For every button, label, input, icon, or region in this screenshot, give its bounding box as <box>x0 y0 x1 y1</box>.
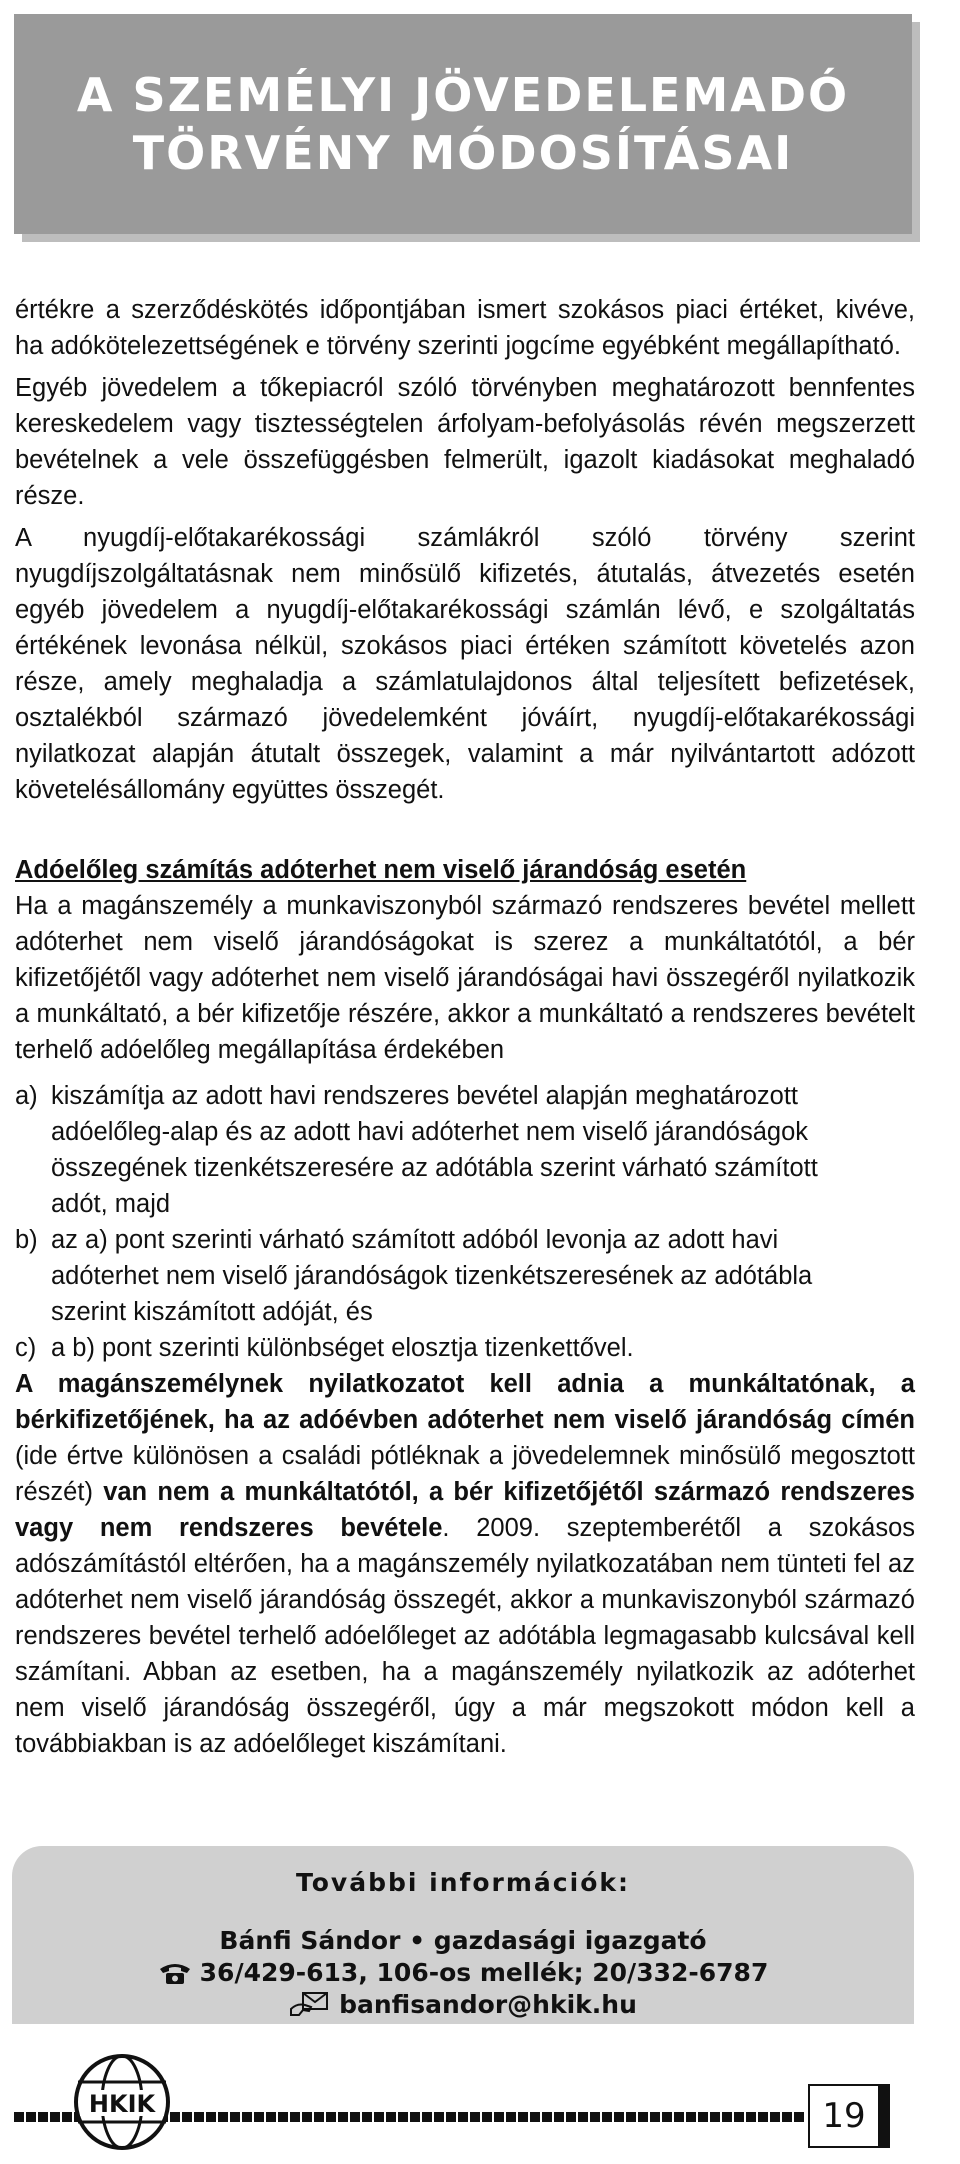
page-number-shadow <box>878 2084 890 2148</box>
paragraph-4: Ha a magánszemély a munkaviszonyból származó rendszeres bevétel mellett adóterhet nem viselő járandóságokat is szerez a munkáltatótól, a bér kifizetőjétől vagy adóterhet nem viselő járandóságai havi összegéről nyilatkozik a munkáltató, a bér kifizetője részére, akkor a munkáltató a rendszeres bevételt terhelő adóelőleg megállapítása érdekében <box>15 892 915 1064</box>
info-title: További információk: <box>296 1868 630 1897</box>
paragraph-2: Egyéb jövedelem a tőkepiacról szóló törvényben meghatározott bennfentes kereskedelem vagy tisztességtelen árfolyam-befolyásolás révén megszerzett bevételnek a vele összefüggésben felmerült, igazolt kiadásokat meghaladó része. <box>15 374 915 510</box>
contact-info-box <box>12 1846 914 2024</box>
paragraph-5 <box>15 1366 915 1762</box>
list-item-text: a b) pont szerinti különbséget elosztja tizenkettővel. <box>51 1334 634 1362</box>
contact-phone-line <box>12 1958 914 1987</box>
list-item-text: az a) pont szerinti várható számított adóból levonja az adott havi adóterhet nem viselő járandóságok tizenkétszeresének az adótábla szerint kiszámított adóját, és <box>51 1226 813 1326</box>
list-item-label: c) <box>15 1334 37 1362</box>
page-number: 19 <box>822 2096 866 2136</box>
email-hand-icon <box>289 1991 331 2017</box>
paragraph-5-bold-1: A magánszemélynek nyilatkozatot kell adnia a munkáltatónak, a bérkifizetőjének, ha az adóévben adóterhet nem viselő járandóság címén <box>15 1370 915 1434</box>
page-number-box <box>808 2084 880 2148</box>
phone-icon <box>158 1961 192 1985</box>
section-heading: Adóelőleg számítás adóterhet nem viselő járandóság esetén <box>15 856 747 884</box>
title-banner <box>14 14 912 234</box>
paragraph-5-text-2: . 2009. szeptemberétől a szokásos adószámítástól eltérően, ha a magánszemély nyilatkozatában nem tünteti fel az adóterhet nem viselő járandóság összegét, akkor a munkaviszonyból származó rendszeres bevétel terhelő adóelőleget az adótábla legmagasabb kulcsával kell számítani. Abban az esetben, ha a magánszemély nyilatkozik az adóterhet nem viselő járandóság összegéről, úgy a már megszokott módon kell a továbbiakban is az adóelőleget kiszámítani. <box>15 1514 915 1758</box>
title-line-2: TÖRVÉNY MÓDOSÍTÁSAI <box>132 126 794 180</box>
list-item <box>15 1330 915 1366</box>
contact-name-line: Bánfi Sándor • gazdasági igazgató <box>219 1926 707 1955</box>
hkik-logo <box>72 2052 172 2152</box>
contact-phone-text: 36/429-613, 106-os mellék; 20/332-6787 <box>199 1958 769 1987</box>
list-item-label: a) <box>15 1082 38 1110</box>
contact-email-text[interactable]: banfisandor@hkik.hu <box>339 1990 637 2019</box>
list-item-text: kiszámítja az adott havi rendszeres bevétel alapján meghatározott adóelőleg-alap és az adott havi adóterhet nem viselő járandóságok összegének tizenkétszeresére az adótábla szerint várható számított adót, majd <box>51 1082 818 1218</box>
list-item <box>15 1078 915 1222</box>
article-body <box>15 292 915 1762</box>
paragraph-5-text-1: (ide értve különösen a családi pótléknak a jövedelemnek minősülő megosztott részét) <box>15 1442 915 1506</box>
contact-email-line[interactable] <box>12 1990 914 2019</box>
list-item-label: b) <box>15 1226 38 1254</box>
paragraph-1: értékre a szerződéskötés időpontjában ismert szokásos piaci értéket, kivéve, ha adókötelezettségének e törvény szerinti jogcíme egyébként megállapítható. <box>15 296 915 360</box>
title-line-1: A SZEMÉLYI JÖVEDELEMADÓ <box>76 68 850 122</box>
paragraph-3: A nyugdíj-előtakarékossági számlákról szóló törvény szerint nyugdíjszolgáltatásnak nem minősülő kifizetés, átutalás, átvezetés esetén egyéb jövedelem a nyugdíj-előtakarékossági számlán lévő, e szolgáltatás értékének levonása nélkül, szokásos piaci értéken számított követelés azon része, amely meghaladja a számlatulajdonos által teljesített befizetések, osztalékból származó jövedelemként jóváírt, nyugdíj-előtakarékossági nyilatkozat alapján átutalt összegek, valamint a már nyilvántartott adózott követelésállomány együttes összegét. <box>15 524 915 804</box>
list-item <box>15 1222 915 1330</box>
paragraph-5-bold-2: van nem a munkáltatótól, a bér kifizetőjétől származó rendszeres vagy nem rendszeres bevétele <box>15 1478 915 1542</box>
logo-text: HKIK <box>88 2090 156 2118</box>
